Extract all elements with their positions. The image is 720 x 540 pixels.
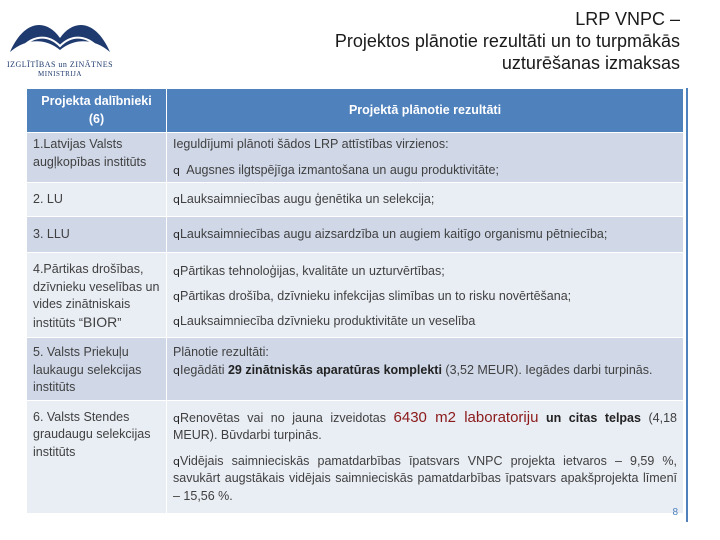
table-row — [27, 338, 684, 401]
bullet-text: Lauksaimniecība dzīvnieku produktivitāte un veselība — [179, 314, 476, 328]
participant-cell: 2. LU — [27, 183, 167, 217]
bullet-icon: q — [173, 411, 180, 425]
bullet-icon: q — [173, 290, 180, 303]
table-row — [27, 183, 684, 217]
bullet-text: Pārtikas drošība, dzīvnieku infekcijas slimības un to risku novērtēšana; — [179, 289, 572, 303]
participant-cell: 5. Valsts Priekuļu laukaugu selekcijas institūts — [27, 338, 167, 401]
results-intro: Plānotie rezultāti: — [173, 345, 269, 359]
table-row — [27, 253, 684, 338]
results-intro: Ieguldījumi plānoti šādos LRP attīstības virzienos: — [173, 137, 449, 151]
participant-quote: ” — [117, 315, 122, 330]
header-results: Projektā plānotie rezultāti — [167, 89, 684, 133]
bullet-text-highlight: 6430 m2 laboratoriju — [393, 408, 539, 426]
bullet-icon: q — [173, 363, 180, 377]
participant-acronym: BIOR — [83, 313, 118, 330]
bullet-text-post: (4,18 MEUR). Būvdarbi turpinās. — [173, 410, 678, 442]
results-cell — [167, 253, 684, 338]
bullet-icon: q — [173, 454, 180, 468]
bullet-text: Lauksaimniecības augu ģenētika un selekcija; — [179, 192, 435, 206]
list-item — [173, 284, 677, 309]
results-cell — [167, 338, 684, 401]
results-cell — [167, 217, 684, 253]
title-line3: uzturēšanas izmaksas — [501, 53, 680, 73]
results-cell — [167, 133, 684, 183]
bullet-icon: q — [173, 315, 180, 328]
bullet-icon: q — [173, 163, 180, 177]
list-item — [173, 362, 677, 380]
bullet-icon: q — [173, 193, 180, 206]
bullet-text-pre: Renovētas vai no jauna izveidotas — [179, 410, 394, 425]
book-wings-icon — [4, 12, 116, 60]
bullet-text: Lauksaimniecības augu aizsardzība un augiem kaitīgo organismu pētniecība; — [179, 227, 608, 241]
bullet-text: Pārtikas tehnoloģijas, kvalitāte un uzturvērtības; — [179, 264, 445, 278]
list-item — [173, 309, 677, 334]
page-title — [200, 8, 680, 74]
table-header-row — [27, 89, 684, 133]
bullet-icon: q — [173, 265, 180, 278]
results-cell — [167, 400, 684, 514]
table-row — [27, 400, 684, 514]
header-participants: Projekta dalībnieki (6) — [27, 89, 167, 133]
table-row — [27, 133, 684, 183]
logo-line1: IZGLĪTĪBAS un ZINĀTNES — [6, 60, 114, 69]
participant-cell: 1.Latvijas Valsts augļkopības institūts — [27, 133, 167, 183]
bullet-text: Vidējais saimnieciskās pamatdarbības īpatsvars VNPC projekta ietvaros – 9,59 %, savukārt augstākais vidējais saimnieciskās pamatdarbības īpatsvars apakšprojekta līmenī – 15,56 %. — [173, 453, 677, 503]
participant-cell — [27, 253, 167, 338]
list-item — [173, 259, 677, 284]
ministry-logo — [4, 12, 116, 78]
participant-cell: 6. Valsts Stendes graudaugu selekcijas institūts — [27, 400, 167, 514]
bullet-text-bold: 29 zinātniskās aparatūras komplekti — [227, 362, 442, 377]
list-item — [173, 162, 677, 180]
right-divider — [686, 88, 688, 522]
bullet-text: Augsnes ilgtspējīga izmantošana un augu produktivitāte; — [186, 162, 499, 177]
bullet-text-post: (3,52 MEUR). Iegādes darbi turpinās. — [441, 362, 653, 377]
list-item — [173, 409, 677, 445]
table-row — [27, 217, 684, 253]
bullet-icon: q — [173, 228, 180, 241]
bullet-text-bold: un citas telpas — [538, 410, 641, 425]
logo-line2: MINISTRIJA — [38, 70, 82, 78]
results-cell — [167, 183, 684, 217]
participant-text: 4.Pārtikas drošības, dzīvnieku veselības un vides zinātniskais institūts “ — [33, 262, 160, 330]
results-table — [26, 88, 684, 514]
page-number: 8 — [672, 507, 678, 518]
title-line1: LRP VNPC – — [575, 9, 680, 29]
participant-cell: 3. LLU — [27, 217, 167, 253]
title-line2: Projektos plānotie rezultāti un to turpmākās — [334, 31, 680, 51]
bullet-text-pre: Iegādāti — [179, 362, 228, 377]
list-item — [173, 453, 677, 506]
